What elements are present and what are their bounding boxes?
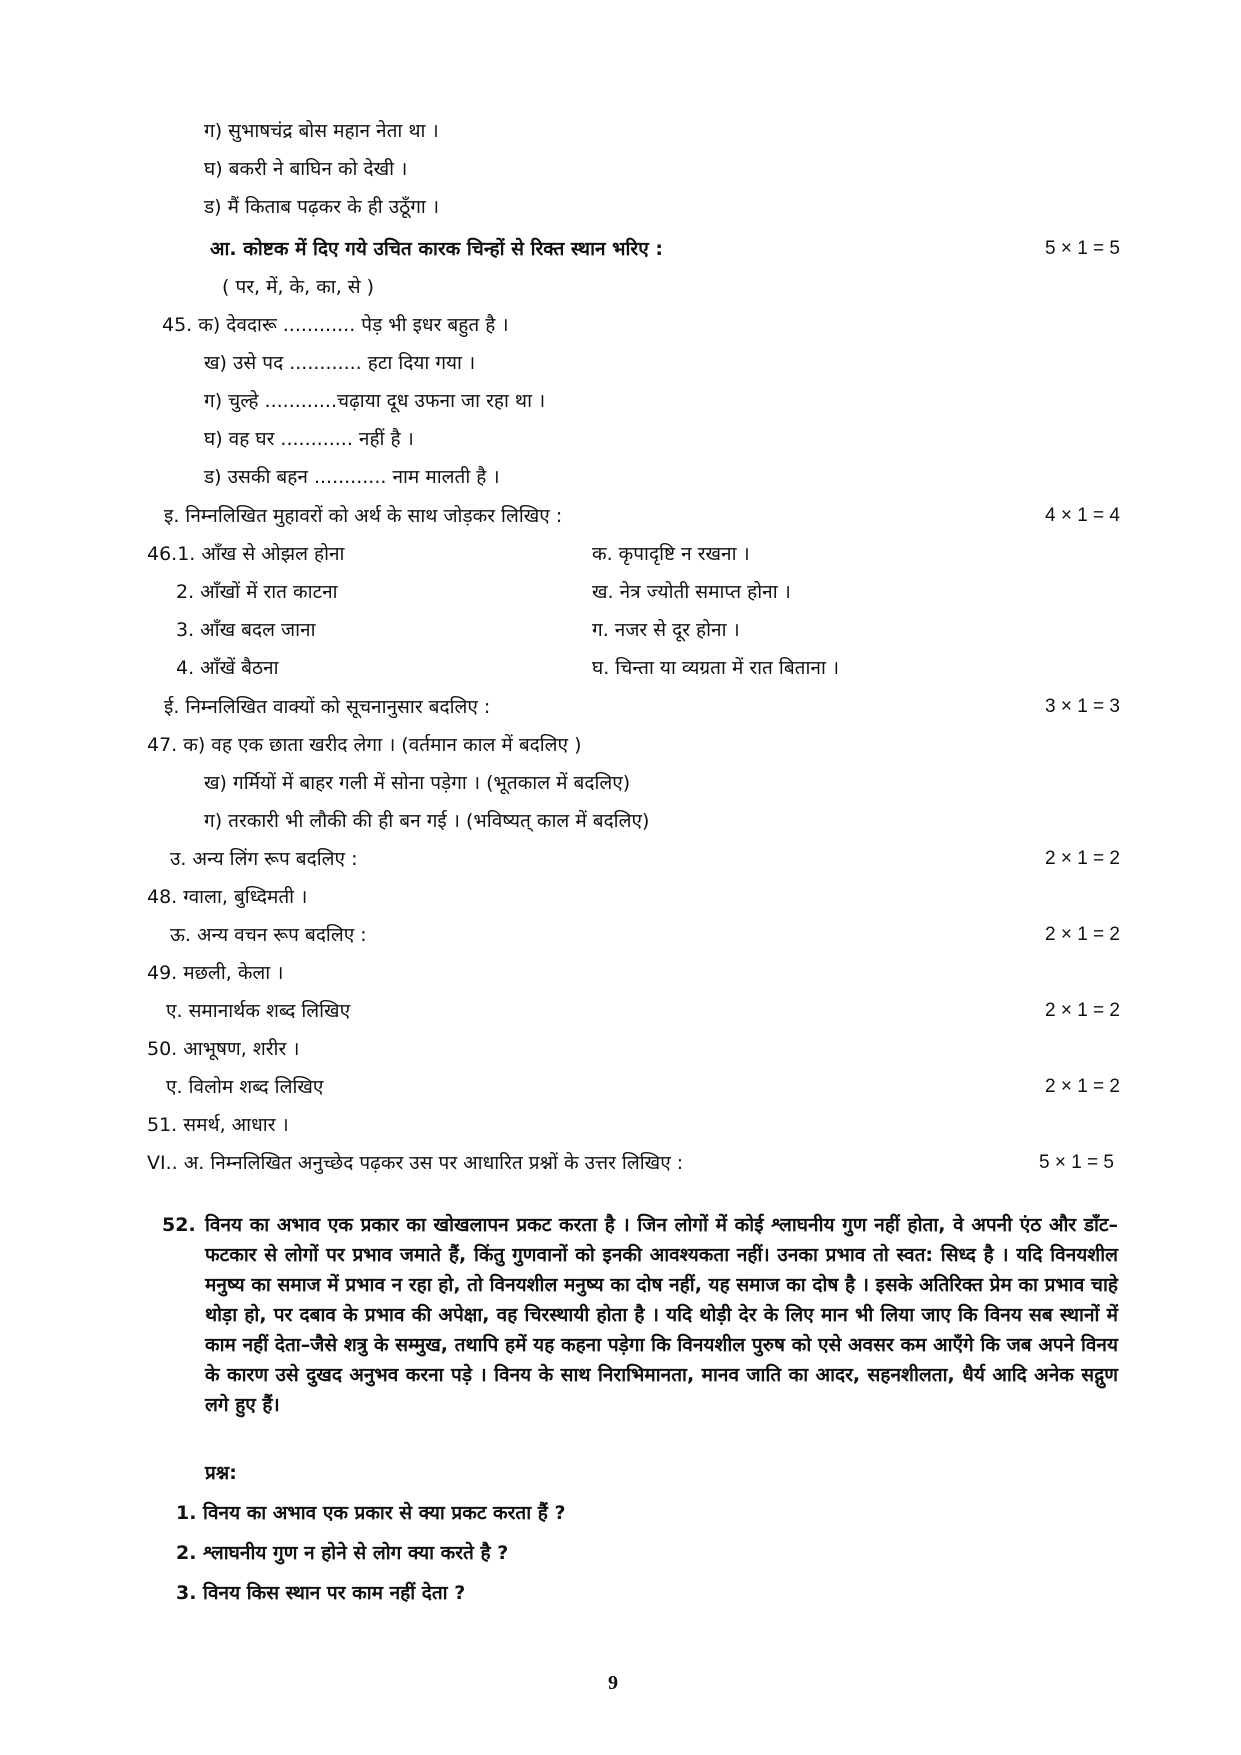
section-u-heading: उ. अन्य लिंग रूप बदलिए : (170, 848, 358, 870)
marks-aa: 5 × 1 = 5 (1044, 238, 1120, 259)
sentence-gha: घ) बकरी ने बाघिन को देखी । (204, 158, 408, 180)
section-uu-heading: ऊ. अन्य वचन रूप बदलिए : (170, 924, 367, 946)
q47-c: ग) तरकारी भी लौकी की ही बन गई । (भविष्यत् काल में बदलिए) (204, 810, 650, 832)
q46-meaning-kha: ख. नेत्र ज्योती समाप्त होना । (592, 581, 791, 603)
comprehension-passage: विनय का अभाव एक प्रकार का खोखलापन प्रकट करता है । जिन लोगों में कोई श्लाघनीय गुण नहीं होता, वे अपनी एंठ और डाँट–फटकार से लोगों पर प्रभाव जमाते हैं, किंतु गुणवानों को इनकी आवश्यकता नहीं। उनका प्रभाव तो स्वत: सिध्द है । यदि विनयशील मनुष्य का समाज में प्रभाव न रहा हो, तो विनयशील मनुष्य का दोष नहीं, यह समाज का दोष है । इसके अतिरिक्त प्रेम का प्रभाव चाहे थोड़ा हो, पर दबाव के प्रभाव की अपेक्षा, वह चिरस्थायी होता है । यदि थोड़ी देर के लिए मान भी लिया जाए कि विनय सब स्थानों में काम नहीं देता–जैसे शत्रु के सम्मुख, तथापि हमें यह कहना पड़ेगा कि विनयशील पुरुष को एसे अवसर कम आएँगे कि जब अपने विनय के कारण उसे दुखद अनुभव करना पड़े । विनय के साथ निराभिमानता, मानव जाति का आदर, सहनशीलता, धैर्य आदि अनेक सद्गुण लगे हुए हैं। (205, 1214, 1118, 1416)
marks-ii: 3 × 1 = 3 (1044, 696, 1120, 717)
q50: 50. आभूषण, शरीर । (147, 1038, 300, 1060)
q45-e: ड) उसकी बहन ............ नाम मालती है । (204, 466, 500, 488)
q46-idiom-3: 3. आँख बदल जाना (176, 619, 316, 641)
q49: 49. मछली, केला । (147, 962, 284, 984)
q48: 48. ग्वाला, बुध्दिमती । (147, 886, 308, 908)
q46-meaning-ka: क. कृपादृष्टि न रखना । (592, 543, 750, 565)
section-e-antonyms-heading: ए. विलोम शब्द लिखिए (166, 1076, 324, 1098)
q46-meaning-ga: ग. नजर से दूर होना । (592, 619, 740, 641)
passage-question-1: 1. विनय का अभाव एक प्रकार से क्या प्रकट करता हैं ? (176, 1502, 566, 1524)
section-i-heading: इ. निम्नलिखित मुहावरों को अर्थ के साथ जोड़कर लिखिए : (164, 505, 563, 527)
section-ii-heading: ई. निम्नलिखित वाक्यों को सूचनानुसार बदलिए : (164, 696, 491, 718)
q52-number: 52. (162, 1214, 196, 1236)
q45-b: ख) उसे पद ............ हटा दिया गया । (204, 352, 476, 374)
section-vi-heading: VI.. अ. निम्नलिखित अनुच्छेद पढ़कर उस पर आधारित प्रश्नों के उत्तर लिखिए : (147, 1152, 684, 1174)
q46-idiom-2: 2. आँखों में रात काटना (176, 581, 338, 603)
marks-u: 2 × 1 = 2 (1044, 848, 1120, 869)
q45-a: 45. क) देवदारू ............ पेड़ भी इधर बहुत है । (162, 314, 509, 336)
prashn-label: प्रश्न: (205, 1462, 237, 1484)
karak-options: ( पर, में, के, का, से ) (222, 276, 375, 298)
q47-b: ख) गर्मियों में बाहर गली में सोना पड़ेगा । (भूतकाल में बदलिए) (204, 772, 631, 794)
passage-question-2: 2. श्लाघनीय गुण न होने से लोग क्या करते है ? (176, 1542, 509, 1564)
q46-idiom-1: 46.1. आँख से ओझल होना (147, 543, 345, 565)
page-number: 9 (608, 1672, 618, 1694)
section-aa-heading: आ. कोष्टक में दिए गये उचित कारक चिन्हों से रिक्त स्थान भरिए : (210, 238, 663, 260)
marks-e2: 2 × 1 = 2 (1044, 1076, 1120, 1097)
q46-meaning-gha: घ. चिन्ता या व्यग्रता में रात बिताना । (592, 657, 840, 679)
marks-e1: 2 × 1 = 2 (1044, 1000, 1120, 1021)
q45-d: घ) वह घर ............ नहीं है । (204, 428, 414, 450)
marks-i: 4 × 1 = 4 (1044, 505, 1120, 526)
section-e-synonyms-heading: ए. समानार्थक शब्द लिखिए (166, 1000, 351, 1022)
sentence-ga: ग) सुभाषचंद्र बोस महान नेता था । (204, 120, 439, 142)
q45-c: ग) चुल्हे ............चढ़ाया दूध उफना जा रहा था । (204, 390, 546, 412)
sentence-da: ड) मैं किताब पढ़कर के ही उठूँगा । (204, 196, 440, 218)
q47-a: 47. क) वह एक छाता खरीद लेगा । (वर्तमान काल में बदलिए ) (147, 734, 582, 756)
q51: 51. समर्थ, आधार । (147, 1114, 289, 1136)
passage-question-3: 3. विनय किस स्थान पर काम नहीं देता ? (176, 1582, 466, 1604)
q46-idiom-4: 4. आँखें बैठना (176, 657, 279, 679)
marks-uu: 2 × 1 = 2 (1044, 924, 1120, 945)
marks-vi: 5 × 1 = 5 (1038, 1152, 1114, 1173)
